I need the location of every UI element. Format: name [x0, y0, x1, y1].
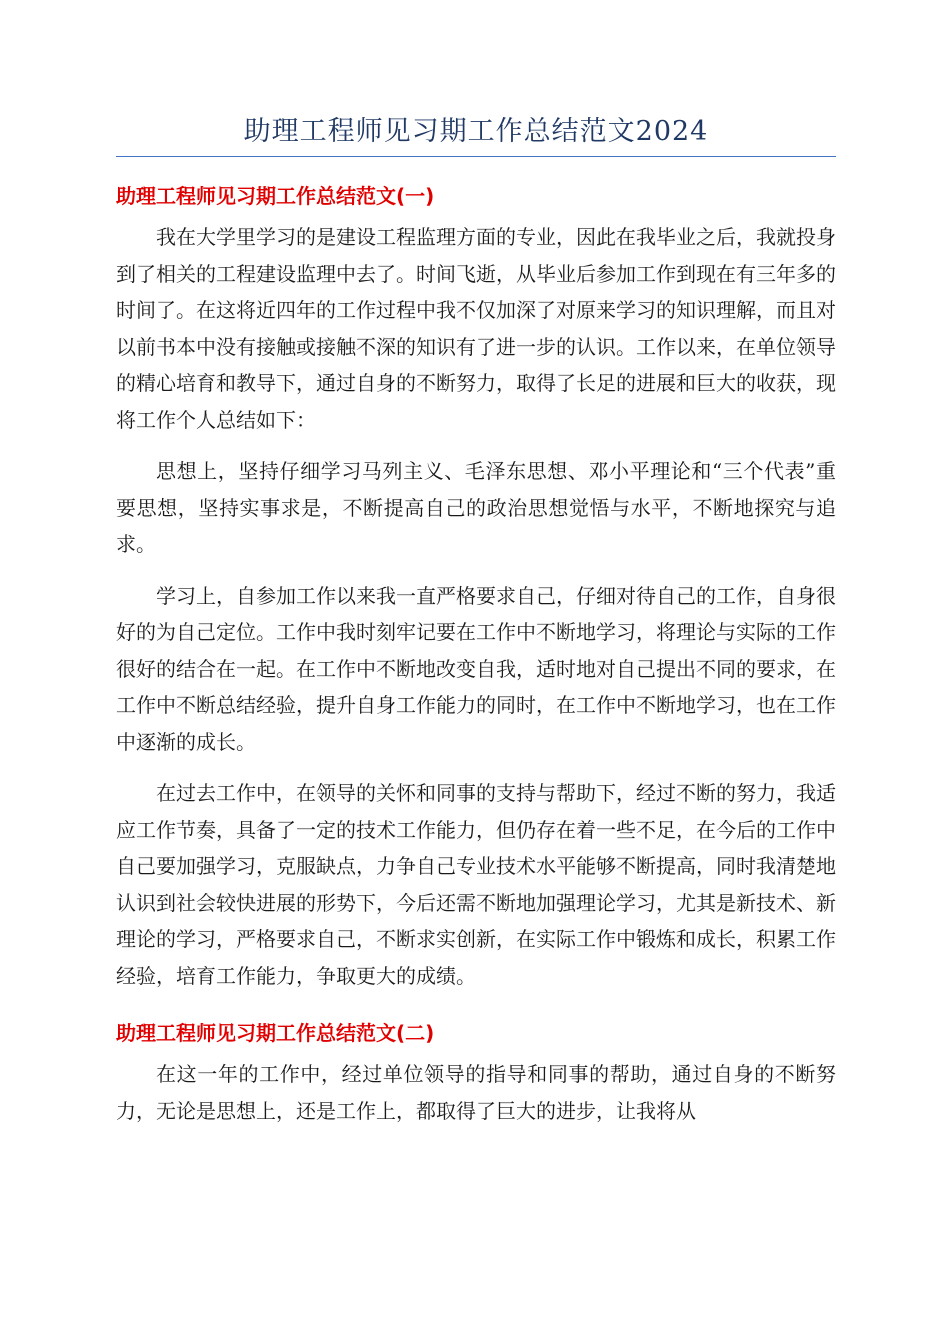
section-2: [116, 1018, 836, 1129]
section-heading: 助理工程师见习期工作总结范文(一): [116, 184, 435, 208]
document-title: 助理工程师见习期工作总结范文2024: [116, 112, 836, 157]
section-heading: 助理工程师见习期工作总结范文(二): [116, 1021, 435, 1045]
document-page: [116, 112, 836, 1144]
paragraph: 在过去工作中，在领导的关怀和同事的支持与帮助下，经过不断的努力，我适应工作节奏，具备了一定的技术工作能力，但仍存在着一些不足，在今后的工作中自己要加强学习，克服缺点，力争自己专业技术水平能够不断提高，同时我清楚地认识到社会较快进展的形势下，今后还需不断地加强理论学习，尤其是新技术、新理论的学习，严格要求自己，不断求实创新，在实际工作中锻炼和成长，积累工作经验，培育工作能力，争取更大的成绩。: [116, 781, 836, 988]
section-1: [116, 181, 836, 994]
paragraph: 思想上，坚持仔细学习马列主义、毛泽东思想、邓小平理论和“三个代表”重要思想，坚持实事求是，不断提高自己的政治思想觉悟与水平，不断地探究与追求。: [116, 459, 836, 556]
paragraph: 学习上，自参加工作以来我一直严格要求自己，仔细对待自己的工作，自身很好的为自己定位。工作中我时刻牢记要在工作中不断地学习，将理论与实际的工作很好的结合在一起。在工作中不断地改变自我，适时地对自己提出不同的要求，在工作中不断总结经验，提升自身工作能力的同时，在工作中不断地学习，也在工作中逐渐的成长。: [116, 583, 836, 754]
paragraph: 我在大学里学习的是建设工程监理方面的专业，因此在我毕业之后，我就投身到了相关的工程建设监理中去了。时间飞逝，从毕业后参加工作到现在有三年多的时间了。在这将近四年的工作过程中我不仅加深了对原来学习的知识理解，而且对以前书本中没有接触或接触不深的知识有了进一步的认识。工作以来，在单位领导的精心培育和教导下，通过自身的不断努力，取得了长足的进展和巨大的收获，现将工作个人总结如下：: [116, 225, 836, 432]
paragraph: 在这一年的工作中，经过单位领导的指导和同事的帮助，通过自身的不断努力，无论是思想上，还是工作上，都取得了巨大的进步，让我将从: [116, 1062, 836, 1123]
